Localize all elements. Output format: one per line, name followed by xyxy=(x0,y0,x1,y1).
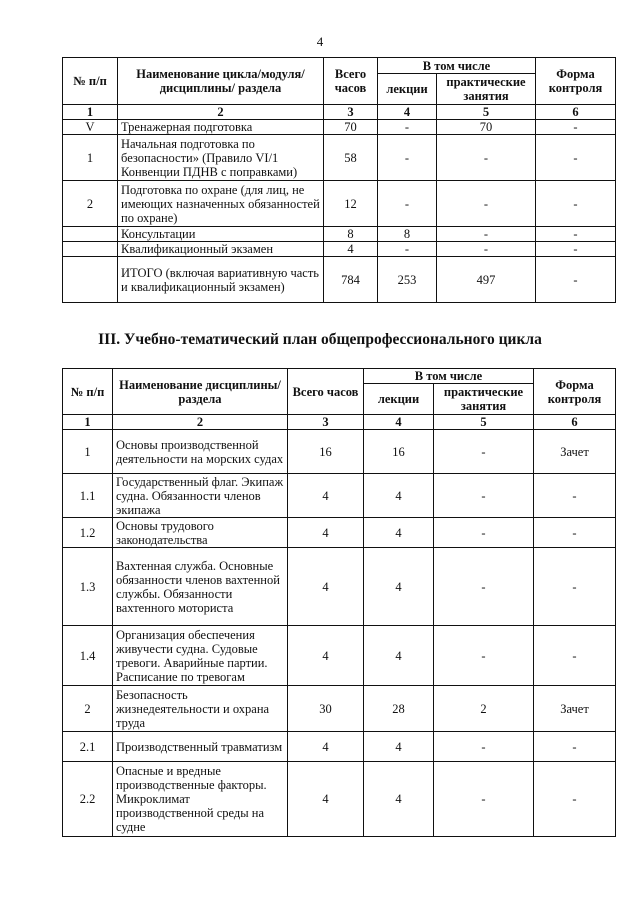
row-total-hours: 4 xyxy=(288,474,364,518)
row-total-hours: 4 xyxy=(288,518,364,548)
row-lectures: 253 xyxy=(378,257,437,303)
header-total: Всего часов xyxy=(288,369,364,415)
row-total-hours: 4 xyxy=(288,626,364,686)
row-control-form: - xyxy=(536,181,616,227)
row-control-form: - xyxy=(534,626,616,686)
header-name: Наименование дисциплины/раздела xyxy=(113,369,288,415)
row-number: 2 xyxy=(63,181,118,227)
row-name: Государственный флаг. Экипаж судна. Обязанности членов экипажа xyxy=(113,474,288,518)
row-total-hours: 8 xyxy=(324,227,378,242)
row-total-hours: 12 xyxy=(324,181,378,227)
row-total-hours: 70 xyxy=(324,120,378,135)
row-practical: - xyxy=(434,732,534,762)
row-number: 1 xyxy=(63,430,113,474)
table-row xyxy=(63,548,616,626)
column-number-row xyxy=(63,415,616,430)
row-practical: 2 xyxy=(434,686,534,732)
table-row xyxy=(63,257,616,303)
row-lectures: - xyxy=(378,181,437,227)
row-lectures: - xyxy=(378,120,437,135)
row-control-form: - xyxy=(534,548,616,626)
row-practical: - xyxy=(434,762,534,837)
row-lectures: - xyxy=(378,135,437,181)
row-name: ИТОГО (включая вариативную часть и квалификационный экзамен) xyxy=(118,257,324,303)
row-control-form: Зачет xyxy=(534,430,616,474)
row-total-hours: 4 xyxy=(324,242,378,257)
table-row xyxy=(63,430,616,474)
row-control-form: - xyxy=(534,518,616,548)
row-number xyxy=(63,242,118,257)
page-number: 4 xyxy=(316,34,324,49)
column-number: 2 xyxy=(113,415,288,430)
row-number: 1.3 xyxy=(63,548,113,626)
header-num: № п/п xyxy=(63,369,113,415)
row-practical: - xyxy=(437,135,536,181)
row-control-form: Зачет xyxy=(534,686,616,732)
row-lectures: 4 xyxy=(364,548,434,626)
column-number: 6 xyxy=(534,415,616,430)
row-number: 2.2 xyxy=(63,762,113,837)
row-practical: - xyxy=(434,474,534,518)
table-row xyxy=(63,474,616,518)
row-number: 1.2 xyxy=(63,518,113,548)
row-control-form: - xyxy=(536,120,616,135)
header-practical: практические занятия xyxy=(434,384,534,415)
column-number-row xyxy=(63,105,616,120)
header-lectures: лекции xyxy=(364,384,434,415)
row-control-form: - xyxy=(536,257,616,303)
row-name: Безопасность жизнедеятельности и охрана труда xyxy=(113,686,288,732)
curriculum-table-2 xyxy=(62,368,616,837)
row-lectures: 4 xyxy=(364,474,434,518)
curriculum-table-1 xyxy=(62,57,616,303)
row-lectures: 4 xyxy=(364,762,434,837)
header-lectures: лекции xyxy=(378,74,437,105)
row-name: Консультации xyxy=(118,227,324,242)
column-number: 4 xyxy=(378,105,437,120)
column-number: 3 xyxy=(324,105,378,120)
row-name: Подготовка по охране (для лиц, не имеющих назначенных обязанностей по охране) xyxy=(118,181,324,227)
row-total-hours: 784 xyxy=(324,257,378,303)
row-control-form: - xyxy=(536,227,616,242)
header-name: Наименование цикла/модуля/дисциплины/ раздела xyxy=(118,58,324,105)
row-total-hours: 4 xyxy=(288,762,364,837)
header-practical: практические занятия xyxy=(437,74,536,105)
row-lectures: 4 xyxy=(364,518,434,548)
header-num: № п/п xyxy=(63,58,118,105)
row-total-hours: 30 xyxy=(288,686,364,732)
row-name: Тренажерная подготовка xyxy=(118,120,324,135)
row-name: Квалификационный экзамен xyxy=(118,242,324,257)
row-name: Основы трудового законодательства xyxy=(113,518,288,548)
table-row xyxy=(63,227,616,242)
row-total-hours: 4 xyxy=(288,548,364,626)
row-practical: - xyxy=(434,430,534,474)
header-including: В том числе xyxy=(378,58,536,74)
table-row xyxy=(63,762,616,837)
column-number: 5 xyxy=(434,415,534,430)
row-lectures: 4 xyxy=(364,626,434,686)
header-total: Всего часов xyxy=(324,58,378,105)
column-number: 1 xyxy=(63,105,118,120)
section-title: III. Учебно-тематический план общепрофессионального цикла xyxy=(98,331,542,348)
column-number: 3 xyxy=(288,415,364,430)
column-number: 5 xyxy=(437,105,536,120)
table-row xyxy=(63,135,616,181)
header-including: В том числе xyxy=(364,369,534,384)
row-name: Опасные и вредные производственные факторы. Микроклимат производственной среды на судне xyxy=(113,762,288,837)
table-row xyxy=(63,732,616,762)
table-row xyxy=(63,686,616,732)
row-practical: - xyxy=(437,181,536,227)
column-number: 1 xyxy=(63,415,113,430)
row-number: 1.1 xyxy=(63,474,113,518)
row-name: Производственный травматизм xyxy=(113,732,288,762)
row-practical: - xyxy=(434,518,534,548)
row-control-form: - xyxy=(534,762,616,837)
row-name: Вахтенная служба. Основные обязанности членов вахтенной службы. Обязанности вахтенного моториста xyxy=(113,548,288,626)
row-practical: 70 xyxy=(437,120,536,135)
row-lectures: 16 xyxy=(364,430,434,474)
row-lectures: - xyxy=(378,242,437,257)
column-number: 4 xyxy=(364,415,434,430)
table-1-body xyxy=(63,105,616,303)
row-name: Организация обеспечения живучести судна. Судовые тревоги. Аварийные партии. Расписание по тревогам xyxy=(113,626,288,686)
header-control: Форма контроля xyxy=(536,58,616,105)
row-name: Основы производственной деятельности на морских судах xyxy=(113,430,288,474)
row-name: Начальная подготовка по безопасности» (Правило VI/1 Конвенции ПДНВ с поправками) xyxy=(118,135,324,181)
row-control-form: - xyxy=(536,242,616,257)
row-practical: - xyxy=(434,626,534,686)
table-row xyxy=(63,242,616,257)
row-practical: - xyxy=(437,227,536,242)
column-number: 6 xyxy=(536,105,616,120)
row-number: 1 xyxy=(63,135,118,181)
row-number: 2.1 xyxy=(63,732,113,762)
table-row xyxy=(63,518,616,548)
row-lectures: 4 xyxy=(364,732,434,762)
table-row xyxy=(63,120,616,135)
table-row xyxy=(63,626,616,686)
row-total-hours: 58 xyxy=(324,135,378,181)
header-control: Форма контроля xyxy=(534,369,616,415)
row-control-form: - xyxy=(534,474,616,518)
row-number xyxy=(63,227,118,242)
table-row xyxy=(63,181,616,227)
column-number: 2 xyxy=(118,105,324,120)
row-control-form: - xyxy=(536,135,616,181)
row-lectures: 28 xyxy=(364,686,434,732)
row-practical: - xyxy=(434,548,534,626)
row-lectures: 8 xyxy=(378,227,437,242)
row-control-form: - xyxy=(534,732,616,762)
row-practical: 497 xyxy=(437,257,536,303)
row-number xyxy=(63,257,118,303)
row-practical: - xyxy=(437,242,536,257)
row-total-hours: 4 xyxy=(288,732,364,762)
row-total-hours: 16 xyxy=(288,430,364,474)
row-number: V xyxy=(63,120,118,135)
table-2-body xyxy=(63,415,616,837)
row-number: 1.4 xyxy=(63,626,113,686)
row-number: 2 xyxy=(63,686,113,732)
